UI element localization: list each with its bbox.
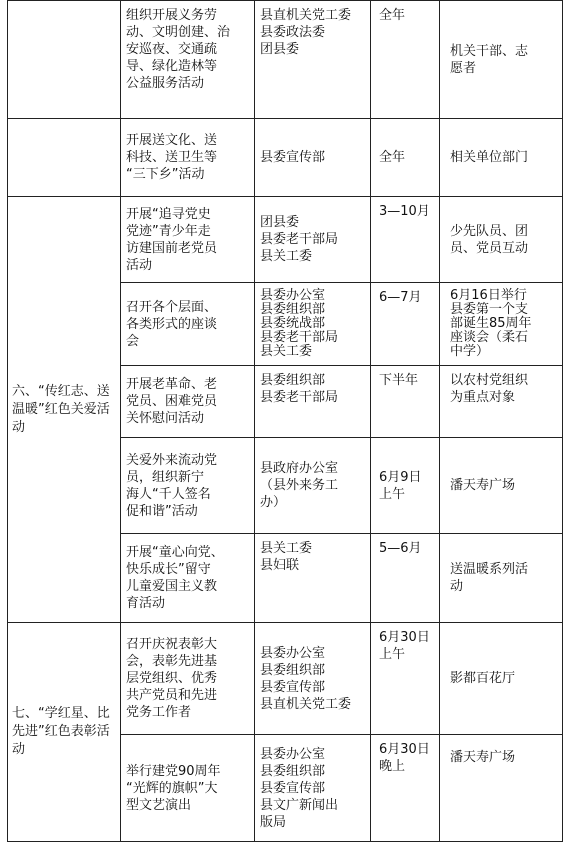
activity-cell: 召开庆祝表彰大 会，表彰先进基 层党组织、优秀 共产党员和先进 党务工作者 xyxy=(121,623,255,735)
activity-cell: 召开各个层面、 各类形式的座谈 会 xyxy=(121,283,255,366)
units-cell: 县委办公室 县委组织部 县委宣传部 县文广新闻出 版局 xyxy=(255,735,371,842)
table-row xyxy=(8,197,563,283)
activity-cell: 开展老革命、老 党员、困难党员 关怀慰问活动 xyxy=(121,366,255,438)
time-cell: 6—7月 xyxy=(371,283,440,366)
activity-schedule-table xyxy=(7,0,563,842)
time-cell: 3—10月 xyxy=(371,197,440,283)
note-cell: 机关干部、志 愿者 xyxy=(440,1,563,119)
activity-cell: 开展“追寻党史 党迹”青少年走 访建国前老党员 活动 xyxy=(121,197,255,283)
table-row xyxy=(8,623,563,735)
time-cell: 全年 xyxy=(371,1,440,119)
note-cell: 影都百花厅 xyxy=(440,623,563,735)
time-cell: 6月30日 上午 xyxy=(371,623,440,735)
activity-cell: 开展“童心向党、 快乐成长”留守 儿童爱国主义教 育活动 xyxy=(121,534,255,623)
units-cell: 县委办公室 县委组织部 县委统战部 县委老干部局 县关工委 xyxy=(255,283,371,366)
note-cell: 潘天寿广场 xyxy=(440,735,563,842)
note-cell: 以农村党组织 为重点对象 xyxy=(440,366,563,438)
units-cell: 县关工委 县妇联 xyxy=(255,534,371,623)
note-cell: 送温暖系列活 动 xyxy=(440,534,563,623)
units-cell: 县直机关党工委 县委政法委 团县委 xyxy=(255,1,371,119)
activity-cell: 关爱外来流动党 员，组织新宁 海人“千人签名 促和谐”活动 xyxy=(121,438,255,534)
table-row xyxy=(8,119,563,197)
activity-cell: 组织开展义务劳 动、文明创建、治 安巡夜、交通疏 导、绿化造林等 公益服务活动 xyxy=(121,1,255,119)
units-cell: 县委组织部 县委老干部局 xyxy=(255,366,371,438)
category-cell xyxy=(8,119,121,197)
time-cell: 6月9日 上午 xyxy=(371,438,440,534)
category-cell: 六、“传红志、送温暖”红色关爱活动 xyxy=(8,197,121,623)
time-cell: 全年 xyxy=(371,119,440,197)
category-cell xyxy=(8,1,121,119)
units-cell: 县委宣传部 xyxy=(255,119,371,197)
units-cell: 县政府办公室 （县外来务工 办） xyxy=(255,438,371,534)
note-cell: 潘天寿广场 xyxy=(440,438,563,534)
units-cell: 团县委 县委老干部局 县关工委 xyxy=(255,197,371,283)
note-cell: 相关单位部门 xyxy=(440,119,563,197)
note-cell: 少先队员、团 员、党员互动 xyxy=(440,197,563,283)
activity-cell: 举行建党90周年 “光辉的旗帜”大 型文艺演出 xyxy=(121,735,255,842)
table-row xyxy=(8,1,563,119)
time-cell: 下半年 xyxy=(371,366,440,438)
category-cell: 七、“学红星、比先进”红色表彰活动 xyxy=(8,623,121,842)
note-cell: 6月16日举行 县委第一个支 部诞生85周年 座谈会（柔石 中学） xyxy=(440,283,563,366)
document-page xyxy=(7,0,562,852)
activity-cell: 开展送文化、送 科技、送卫生等 “三下乡”活动 xyxy=(121,119,255,197)
time-cell: 5—6月 xyxy=(371,534,440,623)
time-cell: 6月30日 晚上 xyxy=(371,735,440,842)
units-cell: 县委办公室 县委组织部 县委宣传部 县直机关党工委 xyxy=(255,623,371,735)
